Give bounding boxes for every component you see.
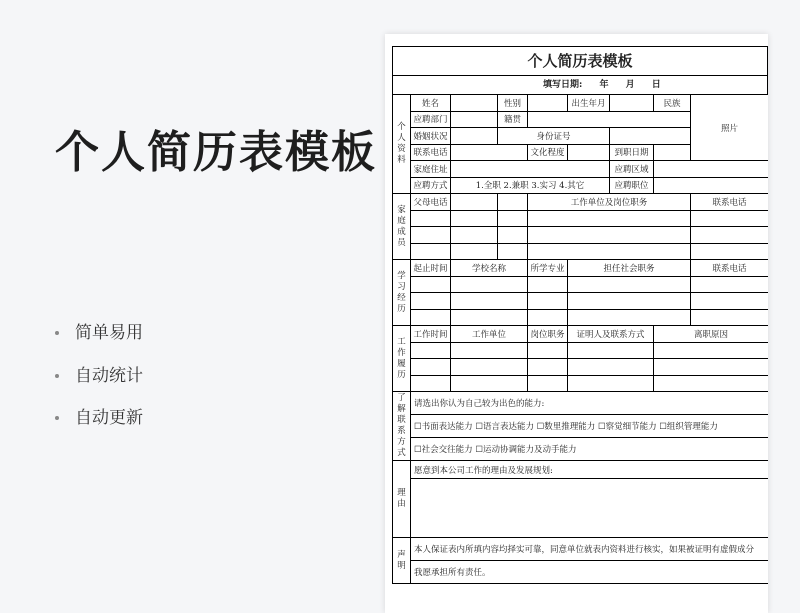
study-cell[interactable] — [568, 276, 691, 293]
bullet-dot-icon — [55, 374, 59, 378]
study-cell[interactable] — [411, 293, 451, 310]
bullet-dot-icon — [55, 331, 59, 335]
section-reason: 理由 — [393, 461, 411, 538]
input-education[interactable] — [568, 144, 610, 161]
label-work-unit: 工作单位及岗位职务 — [528, 194, 691, 211]
family-cell[interactable] — [451, 194, 498, 211]
family-cell[interactable] — [411, 243, 451, 260]
study-cell[interactable] — [528, 276, 568, 293]
label-leave-reason: 离职原因 — [654, 326, 769, 343]
label-education: 文化程度 — [528, 144, 568, 161]
label-ethnicity: 民族 — [654, 95, 691, 111]
section-study: 学习经历 — [393, 260, 411, 326]
study-cell[interactable] — [411, 276, 451, 293]
photo-box[interactable]: 照片 — [691, 95, 769, 161]
input-address[interactable] — [451, 161, 610, 178]
work-cell[interactable] — [528, 342, 568, 359]
work-cell[interactable] — [528, 375, 568, 392]
table-row — [393, 309, 769, 326]
family-cell[interactable] — [528, 227, 691, 244]
family-cell[interactable] — [411, 227, 451, 244]
table-row — [393, 342, 769, 359]
family-cell[interactable] — [498, 194, 528, 211]
label-parent-phone: 父母电话 — [411, 194, 451, 211]
input-gender[interactable] — [528, 95, 568, 111]
abilities-prompt: 请选出你认为自己较为出色的能力: — [411, 392, 769, 415]
table-row — [393, 161, 769, 178]
label-major: 所学专业 — [528, 260, 568, 277]
family-cell[interactable] — [528, 243, 691, 260]
family-cell[interactable] — [498, 243, 528, 260]
table-row — [393, 561, 769, 584]
label-reference: 证明人及联系方式 — [568, 326, 654, 343]
study-cell[interactable] — [411, 309, 451, 326]
input-position[interactable] — [654, 177, 769, 194]
label-social-role: 担任社会职务 — [568, 260, 691, 277]
reason-input[interactable] — [411, 479, 769, 538]
resume-document-preview — [385, 34, 768, 613]
table-row — [393, 194, 769, 211]
study-cell[interactable] — [451, 293, 528, 310]
fill-date-year: 年 — [599, 80, 609, 90]
label-gender: 性别 — [498, 95, 528, 111]
study-cell[interactable] — [691, 293, 769, 310]
label-study-contact: 联系电话 — [691, 260, 769, 277]
section-abilities: 了解联系方式 — [393, 392, 411, 461]
work-cell[interactable] — [451, 375, 528, 392]
work-cell[interactable] — [528, 359, 568, 376]
table-row — [393, 210, 769, 227]
work-cell[interactable] — [411, 359, 451, 376]
fill-date-month: 月 — [625, 80, 635, 90]
input-id-number[interactable] — [610, 128, 691, 145]
fill-date-row — [392, 76, 768, 95]
abilities-options-row1[interactable]: ☐书面表达能力 ☐语言表达能力 ☐数里推理能力 ☐察觉细节能力 ☐组织管理能力 — [411, 415, 769, 438]
table-row — [393, 293, 769, 310]
family-cell[interactable] — [691, 243, 769, 260]
input-name[interactable] — [451, 95, 498, 111]
family-cell[interactable] — [498, 210, 528, 227]
table-row — [393, 95, 769, 111]
label-arrival-date: 到职日期 — [610, 144, 654, 161]
label-work-period: 工作时间 — [411, 326, 451, 343]
label-study-period: 起止时间 — [411, 260, 451, 277]
label-region: 应聘区域 — [610, 161, 654, 178]
table-row — [393, 438, 769, 461]
feature-item — [55, 355, 143, 398]
table-row — [393, 392, 769, 415]
family-cell[interactable] — [451, 227, 498, 244]
family-cell[interactable] — [691, 210, 769, 227]
table-row — [393, 227, 769, 244]
input-birth[interactable] — [610, 95, 654, 111]
table-row — [393, 326, 769, 343]
input-native-place[interactable] — [528, 111, 691, 128]
work-cell[interactable] — [654, 375, 769, 392]
work-cell[interactable] — [568, 359, 654, 376]
statement-line1: 本人保证表内所填内容均择实可靠，同意单位就表内资料进行核实，如果被证明有虚假成分 — [411, 538, 769, 561]
apply-mode-options[interactable]: 1.全职 2.兼职 3.实习 4.其它 — [451, 177, 610, 194]
table-row — [393, 243, 769, 260]
feature-label: 自动统计 — [75, 365, 143, 386]
study-cell[interactable] — [451, 309, 528, 326]
feature-list — [55, 312, 143, 440]
family-cell[interactable] — [691, 227, 769, 244]
label-family-contact: 联系电话 — [691, 194, 769, 211]
label-school: 学校名称 — [451, 260, 528, 277]
study-cell[interactable] — [691, 276, 769, 293]
work-cell[interactable] — [568, 375, 654, 392]
work-cell[interactable] — [568, 342, 654, 359]
label-id-number: 身份证号 — [498, 128, 610, 145]
label-work-unit-name: 工作单位 — [451, 326, 528, 343]
input-arrival-date[interactable] — [654, 144, 691, 161]
statement-line2: 我愿承担所有责任。 — [411, 561, 769, 584]
family-cell[interactable] — [451, 243, 498, 260]
input-region[interactable] — [654, 161, 769, 178]
section-statement: 声明 — [393, 538, 411, 584]
table-row — [393, 461, 769, 479]
document-title: 个人简历表模板 — [392, 46, 768, 76]
work-cell[interactable] — [654, 359, 769, 376]
table-row — [393, 177, 769, 194]
table-row — [393, 359, 769, 376]
table-row — [393, 260, 769, 277]
study-cell[interactable] — [528, 293, 568, 310]
family-cell[interactable] — [411, 210, 451, 227]
family-cell[interactable] — [451, 210, 498, 227]
section-personal: 个人资料 — [393, 95, 411, 194]
label-apply-mode: 应聘方式 — [411, 177, 451, 194]
bullet-dot-icon — [55, 416, 59, 420]
family-cell[interactable] — [528, 210, 691, 227]
family-cell[interactable] — [498, 227, 528, 244]
table-row — [393, 415, 769, 438]
section-family: 家庭成员 — [393, 194, 411, 260]
work-cell[interactable] — [451, 359, 528, 376]
work-cell[interactable] — [411, 375, 451, 392]
label-post: 岗位职务 — [528, 326, 568, 343]
feature-label: 自动更新 — [75, 408, 143, 429]
label-phone: 联系电话 — [411, 144, 451, 161]
label-marital: 婚姻状况 — [411, 128, 451, 145]
input-phone[interactable] — [451, 144, 528, 161]
work-cell[interactable] — [411, 342, 451, 359]
abilities-options-row2[interactable]: ☐社会交往能力 ☐运动协调能力及动手能力 — [411, 438, 769, 461]
fill-date-day: 日 — [651, 80, 661, 90]
label-address: 家庭住址 — [411, 161, 451, 178]
page-headline: 个人简历表模板 — [55, 127, 377, 178]
section-work: 工作履历 — [393, 326, 411, 392]
table-row — [393, 276, 769, 293]
feature-item — [55, 312, 143, 355]
resume-form-table — [392, 95, 768, 584]
reason-prompt: 愿意到本公司工作的理由及发展规划: — [411, 461, 769, 479]
input-department[interactable] — [451, 111, 498, 128]
study-cell[interactable] — [568, 293, 691, 310]
table-row — [393, 538, 769, 561]
table-row — [393, 479, 769, 538]
label-department: 应聘部门 — [411, 111, 451, 128]
label-name: 姓名 — [411, 95, 451, 111]
work-cell[interactable] — [654, 342, 769, 359]
feature-item — [55, 397, 143, 440]
study-cell[interactable] — [451, 276, 528, 293]
work-cell[interactable] — [451, 342, 528, 359]
study-cell[interactable] — [528, 309, 568, 326]
study-cell[interactable] — [568, 309, 691, 326]
table-row — [393, 375, 769, 392]
study-cell[interactable] — [691, 309, 769, 326]
label-position: 应聘职位 — [610, 177, 654, 194]
input-marital[interactable] — [451, 128, 498, 145]
label-native-place: 籍贯 — [498, 111, 528, 128]
label-birth: 出生年月 — [568, 95, 610, 111]
feature-label: 简单易用 — [75, 323, 143, 344]
fill-date-label: 填写日期: — [543, 80, 583, 90]
